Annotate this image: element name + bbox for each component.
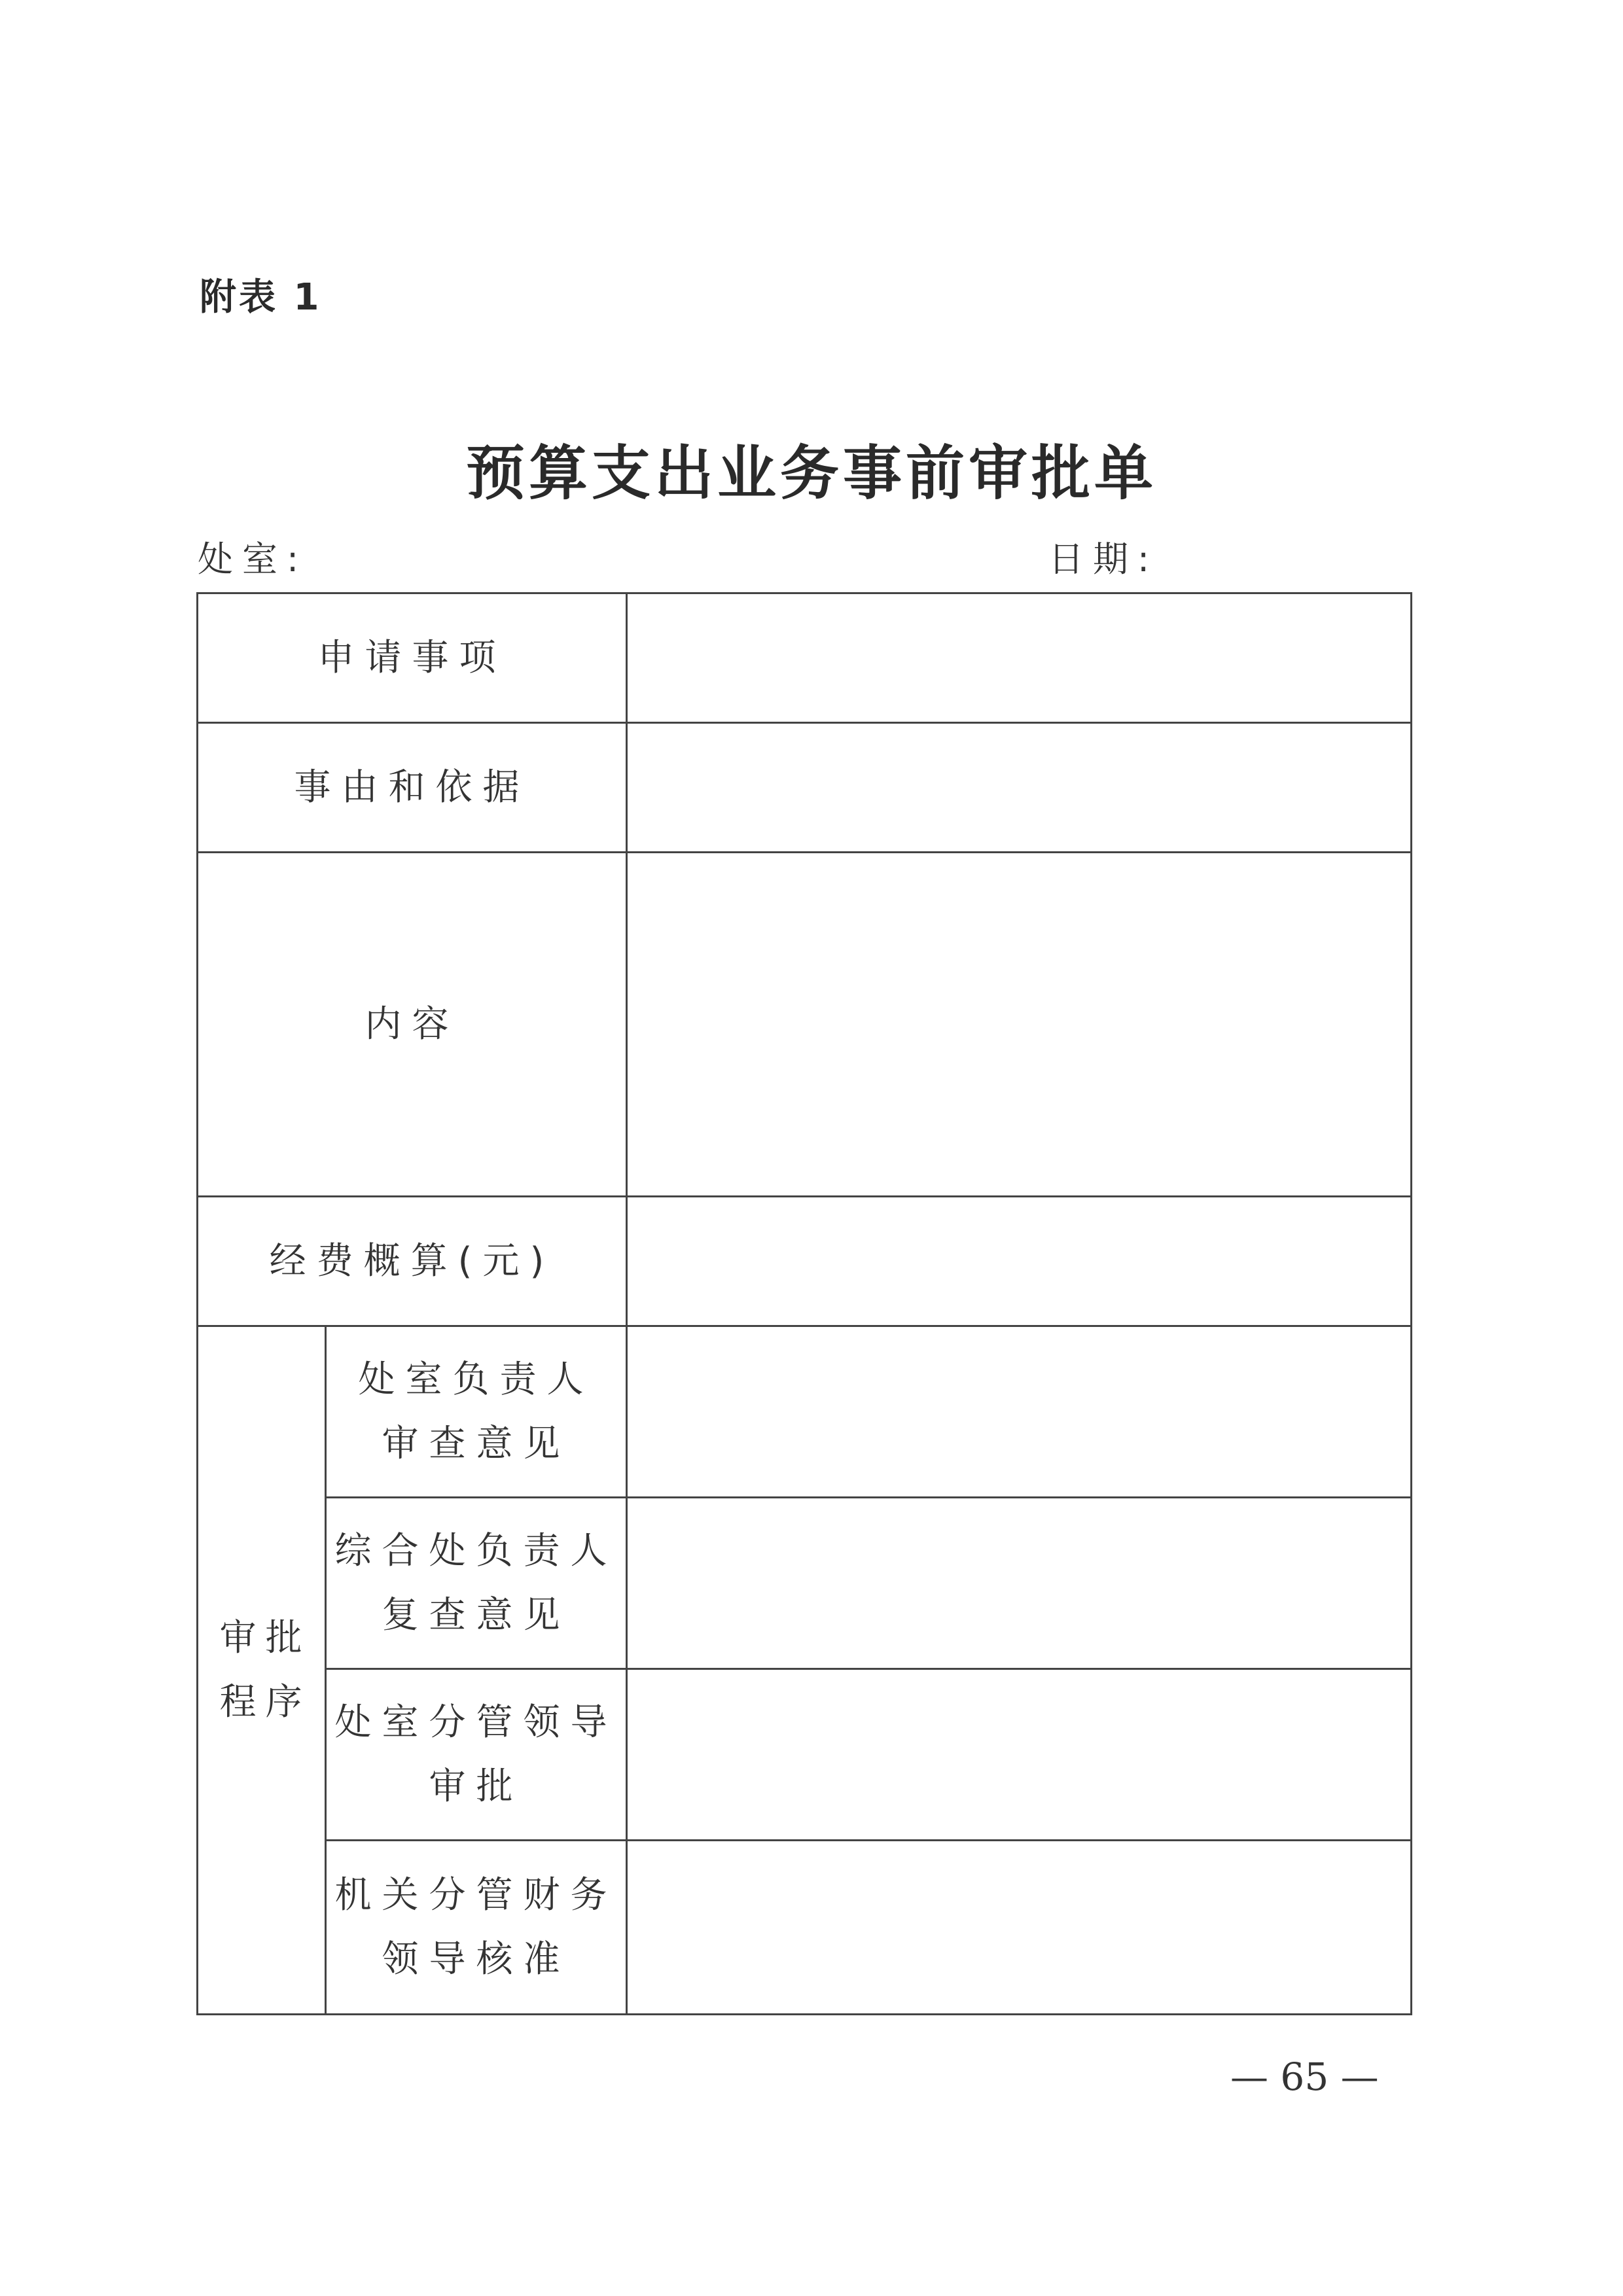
page-number: — 65 — — [1230, 2055, 1379, 2099]
finance-leader-approval-line1: 机关分管财务 — [334, 1873, 618, 1916]
reason-basis-label: 事由和依据 — [198, 723, 627, 853]
general-office-review-line1: 综合处负责人 — [334, 1529, 618, 1572]
dept-head-review-label — [326, 1326, 627, 1498]
approval-procedure-line2: 程序 — [219, 1680, 312, 1723]
table-row-content — [198, 853, 1412, 1197]
table-row-reason-basis — [198, 723, 1412, 853]
application-item-field[interactable] — [627, 593, 1412, 723]
table-row-approval-step — [198, 1669, 1412, 1841]
department-label: 处室: — [198, 539, 308, 580]
finance-leader-approval-label — [326, 1841, 627, 2015]
table-row-budget-estimate — [198, 1197, 1412, 1326]
dept-head-review-line1: 处室负责人 — [358, 1358, 594, 1401]
dept-leader-approval-line1: 处室分管领导 — [334, 1701, 618, 1744]
content-field[interactable] — [627, 853, 1412, 1197]
approval-form-table — [196, 592, 1412, 2015]
budget-estimate-field[interactable] — [627, 1197, 1412, 1326]
attachment-label: 附表 1 — [200, 276, 322, 319]
general-office-review-label — [326, 1498, 627, 1669]
document-title: 预算支出业务事前审批单 — [466, 438, 1157, 508]
table-row-approval-step — [198, 1841, 1412, 2015]
table-row-application-item — [198, 593, 1412, 723]
dept-leader-approval-field[interactable] — [627, 1669, 1412, 1841]
reason-basis-field[interactable] — [627, 723, 1412, 853]
general-office-review-field[interactable] — [627, 1498, 1412, 1669]
finance-leader-approval-field[interactable] — [627, 1841, 1412, 2015]
budget-estimate-label: 经费概算(元) — [198, 1197, 627, 1326]
date-label: 日期: — [1048, 539, 1159, 580]
approval-procedure-line1: 审批 — [219, 1616, 312, 1659]
application-item-label: 申请事项 — [198, 593, 627, 723]
dept-leader-approval-label — [326, 1669, 627, 1841]
dept-head-review-line2: 审查意见 — [382, 1422, 571, 1465]
approval-procedure-label — [198, 1326, 326, 2015]
general-office-review-line2: 复查意见 — [382, 1593, 571, 1636]
table-row-approval-step — [198, 1498, 1412, 1669]
content-label: 内容 — [198, 853, 627, 1197]
dept-leader-approval-line2: 审批 — [429, 1765, 524, 1808]
table-row-approval-step — [198, 1326, 1412, 1498]
finance-leader-approval-line2: 领导核准 — [382, 1937, 571, 1981]
dept-head-review-field[interactable] — [627, 1326, 1412, 1498]
